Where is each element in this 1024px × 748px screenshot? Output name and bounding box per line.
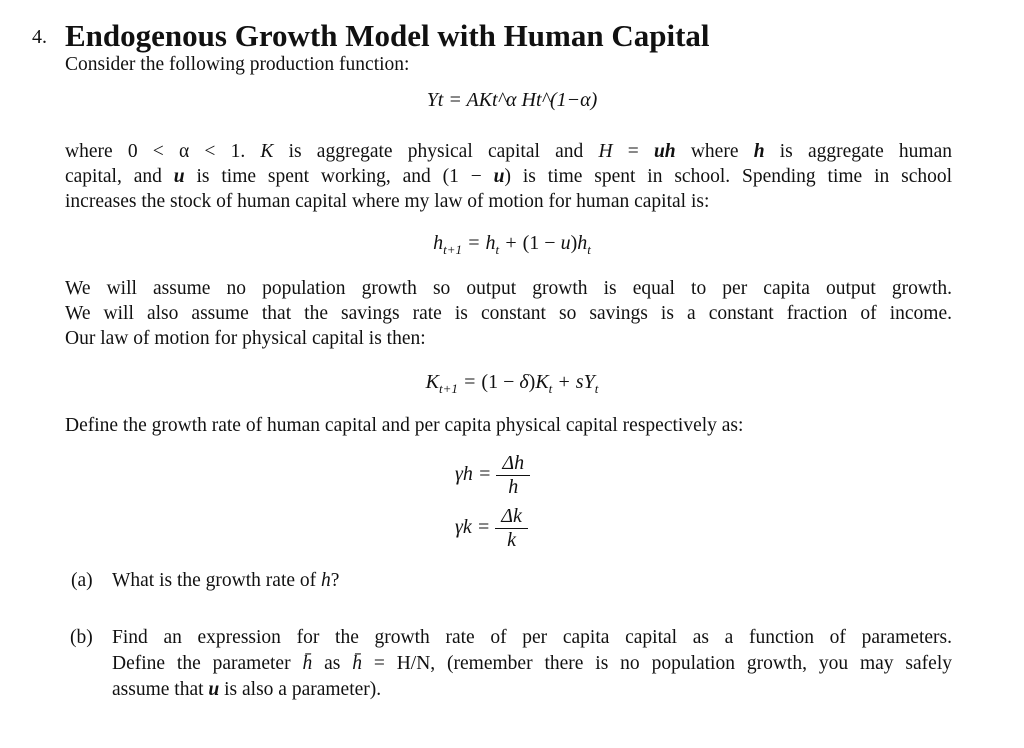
gamma-h-lhs: γh = bbox=[455, 463, 492, 486]
text-run: is time spent working, and (1 − bbox=[184, 166, 494, 187]
text-line bbox=[112, 626, 952, 650]
math-symbol: h̄ bbox=[302, 653, 313, 674]
text-line bbox=[112, 652, 952, 676]
math-symbol: H bbox=[598, 141, 613, 162]
gamma-k-lhs: γk = bbox=[455, 516, 491, 539]
text-run: as bbox=[312, 653, 353, 674]
text-run: α bbox=[178, 141, 190, 162]
text-run: We will assume no population growth so output growth is equal to per capita output growth. bbox=[65, 278, 952, 299]
problem-number: 4. bbox=[32, 26, 47, 48]
gamma-k-definition bbox=[455, 505, 528, 552]
math-symbol: h bbox=[321, 570, 331, 591]
gamma-h-denominator: h bbox=[508, 476, 519, 498]
text-run: where bbox=[675, 141, 754, 162]
math-symbol: uh bbox=[653, 141, 676, 162]
gamma-h-numerator: Δh bbox=[496, 452, 530, 476]
text-run: ? bbox=[330, 570, 340, 591]
text-line bbox=[65, 302, 952, 326]
text-line bbox=[65, 190, 952, 214]
equation-physical-capital: $K_{t+1} = (1 - \delta)K_t + sY_t$ bbox=[425, 371, 599, 396]
math-symbol: K bbox=[260, 141, 274, 162]
math-symbol: u bbox=[173, 166, 185, 187]
part-a-label: (a) bbox=[71, 570, 93, 591]
text-run: < 1. bbox=[189, 141, 261, 162]
math-symbol: u bbox=[208, 679, 220, 700]
intro-text: Consider the following production function: bbox=[65, 54, 410, 75]
text-line bbox=[112, 569, 912, 593]
text-run: Find an expression for the growth rate of per capita capital as a function of parameters. bbox=[112, 627, 952, 648]
text-line bbox=[65, 277, 952, 301]
part-b-label: (b) bbox=[70, 627, 93, 648]
gamma-k-denominator: k bbox=[507, 529, 517, 551]
text-line bbox=[65, 327, 952, 351]
equation-production: Yt = AKt^α Ht^(1−α) bbox=[426, 89, 598, 111]
text-run: ) is time spent in school. Spending time in school bbox=[504, 166, 952, 187]
math-symbol: h bbox=[753, 141, 765, 162]
equation-human-capital: $h_{t+1} = h_t + (1 - u)h_t$ bbox=[433, 232, 591, 257]
text-run: capital, and bbox=[65, 166, 174, 187]
text-run: Define the growth rate of human capital and per capita physical capital respectively as: bbox=[65, 415, 744, 436]
text-run: is aggregate human bbox=[764, 141, 952, 162]
text-run: assume that bbox=[112, 679, 209, 700]
text-run: What is the growth rate of bbox=[112, 570, 322, 591]
text-run: = bbox=[612, 141, 654, 162]
text-run: Our law of motion for physical capital is then: bbox=[65, 328, 426, 349]
text-run: increases the stock of human capital where my law of motion for human capital is: bbox=[65, 191, 710, 212]
gamma-h-definition bbox=[455, 452, 530, 499]
text-run: We will also assume that the savings rate is constant so savings is a constant fraction of income. bbox=[65, 303, 952, 324]
text-line bbox=[65, 414, 952, 438]
text-run: where 0 < bbox=[65, 141, 179, 162]
text-line bbox=[65, 165, 952, 189]
text-run: is also a parameter). bbox=[219, 679, 382, 700]
math-symbol: h̄ bbox=[352, 653, 362, 674]
math-symbol: u bbox=[493, 166, 505, 187]
text-line bbox=[65, 140, 952, 164]
text-line bbox=[112, 678, 952, 702]
problem-title: Endogenous Growth Model with Human Capital bbox=[65, 18, 710, 53]
text-run: Define the parameter bbox=[112, 653, 303, 674]
text-run: = H/N, (remember there is no population growth, you may safely bbox=[361, 653, 952, 674]
text-run: is aggregate physical capital and bbox=[273, 141, 599, 162]
gamma-k-numerator: Δk bbox=[495, 505, 528, 529]
